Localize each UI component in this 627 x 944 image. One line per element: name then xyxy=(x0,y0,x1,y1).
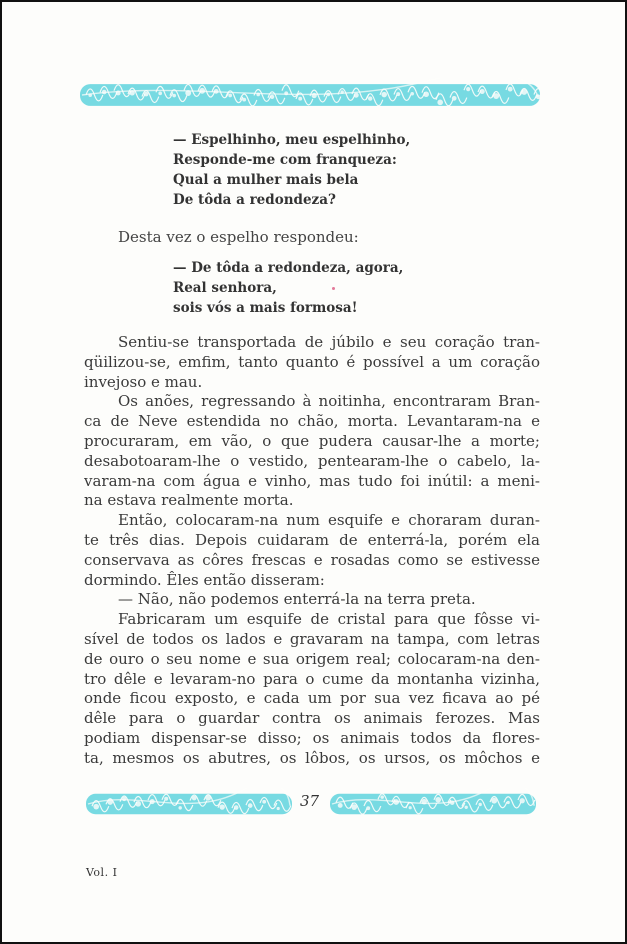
prose-line: Os anões, regressando à noitinha, encontraram Bran- xyxy=(118,392,540,411)
page-number: 37 xyxy=(300,792,320,810)
bottom-ornament-right xyxy=(330,788,536,820)
verse-line: — De tôda a redondeza, agora, xyxy=(173,260,404,276)
top-ornament-band xyxy=(80,78,540,112)
prose-line: dêle para o guardar contra os animais ferozes. Mas xyxy=(84,709,540,728)
verse-line: Qual a mulher mais bela xyxy=(173,172,359,188)
prose-line: te três dias. Depois cuidaram de enterrá-la, porém ela xyxy=(84,530,540,549)
verse-line: Responde-me com franqueza: xyxy=(173,152,397,168)
narration-line: Desta vez o espelho respondeu: xyxy=(118,228,359,246)
prose-line: varam-na com água e vinho, mas tudo foi inútil: a meni- xyxy=(84,471,540,490)
prose-line: ta, mesmos os abutres, os lôbos, os ursos, os môchos e xyxy=(84,748,540,767)
prose-line: Sentiu-se transportada de júbilo e seu coração tran- xyxy=(118,333,540,351)
prose-line: dormindo. Êles então disseram: xyxy=(84,570,325,589)
verse-line: Real senhora, xyxy=(173,280,277,296)
prose-line: de ouro o seu nome e sua origem real; colocaram-na den- xyxy=(84,649,540,668)
prose-line: Fabricaram um esquife de cristal para que fôsse vi- xyxy=(118,610,540,629)
verse-line: De tôda a redondeza? xyxy=(173,192,336,208)
prose-line: na estava realmente morta. xyxy=(84,491,294,510)
prose-line: onde ficou exposto, e cada um por sua vez ficava ao pé xyxy=(84,689,540,708)
verse-mirror-answer xyxy=(173,258,403,318)
prose-line: desabotoaram-lhe o vestido, pentearam-lhe o cabelo, la- xyxy=(84,451,540,470)
prose-line: podiam dispensar-se disso; os animais todos da flores- xyxy=(84,728,540,747)
bottom-ornament-left xyxy=(86,788,292,820)
prose-line: conservava as côres frescas e rosadas como se estivesse xyxy=(84,550,540,569)
verse-line: sois vós a mais formosa! xyxy=(173,300,358,316)
prose-body xyxy=(84,333,540,769)
prose-line: procuraram, em vão, o que pudera causar-lhe a morte; xyxy=(84,431,540,450)
verse-mirror-question xyxy=(173,130,410,210)
prose-line: Então, colocaram-na num esquife e choraram duran- xyxy=(118,511,540,530)
prose-line: invejoso e mau. xyxy=(84,372,203,391)
prose-line: tro dêle e levaram-no para o cume da montanha vizinha, xyxy=(84,669,540,688)
prose-line: — Não, não podemos enterrá-la na terra preta. xyxy=(118,590,476,609)
ink-speck xyxy=(332,287,335,290)
prose-line: sível de todos os lados e gravaram na tampa, com letras xyxy=(84,629,540,648)
volume-label: Vol. I xyxy=(86,866,118,879)
prose-line: ca de Neve estendida no chão, morta. Levantaram-na e xyxy=(84,412,540,431)
verse-line: — Espelhinho, meu espelhinho, xyxy=(173,132,411,148)
prose-line: qüilizou-se, emfim, tanto quanto é possível a um coração xyxy=(84,352,540,371)
